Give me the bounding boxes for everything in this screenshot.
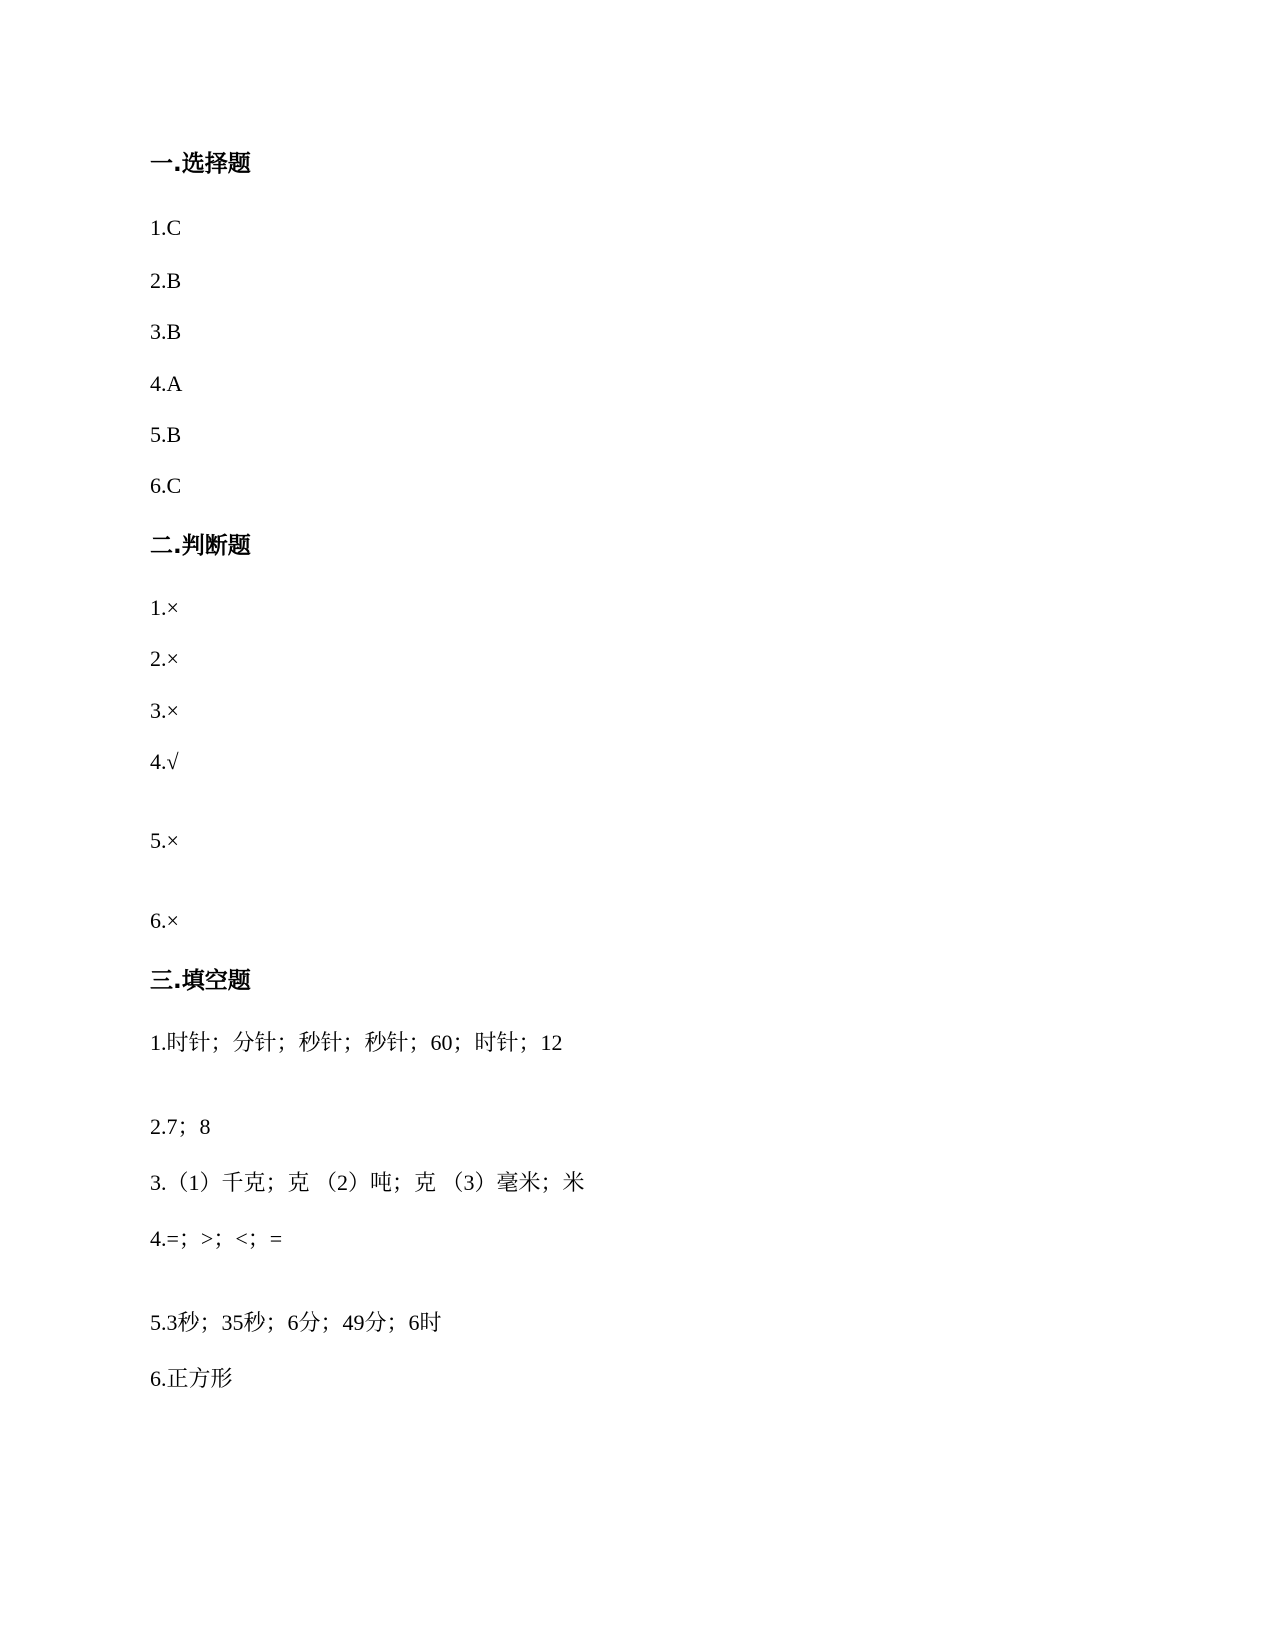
answer-item: 1.× [150,595,179,620]
answer-item: 2.7；8 [150,1114,211,1139]
section-heading-fill-in-blank: 三.填空题 [150,968,251,994]
answer-item: 3.B [150,319,182,344]
answer-item: 5.× [150,828,179,853]
answer-item: 5.B [150,422,182,447]
answer-item: 1.时针；分针；秒针；秒针；60；时针；12 [150,1030,563,1055]
answer-item: 1.C [150,215,182,240]
answer-item: 5.3秒；35秒；6分；49分；6时 [150,1310,442,1335]
section-heading-true-false: 二.判断题 [150,533,251,559]
answer-item: 4.=；>；<；= [150,1226,283,1251]
answer-item: 3.（1）千克；克 （2）吨；克 （3）毫米；米 [150,1170,585,1195]
answer-item: 3.× [150,698,179,723]
answer-item: 4.A [150,371,183,396]
answer-item: 6.C [150,473,182,498]
answer-item: 2.× [150,646,179,671]
answer-item: 2.B [150,268,182,293]
answer-item: 6.正方形 [150,1366,233,1391]
section-heading-multiple-choice: 一.选择题 [150,151,251,177]
answer-item: 4.√ [150,749,179,774]
answer-item: 6.× [150,908,179,933]
